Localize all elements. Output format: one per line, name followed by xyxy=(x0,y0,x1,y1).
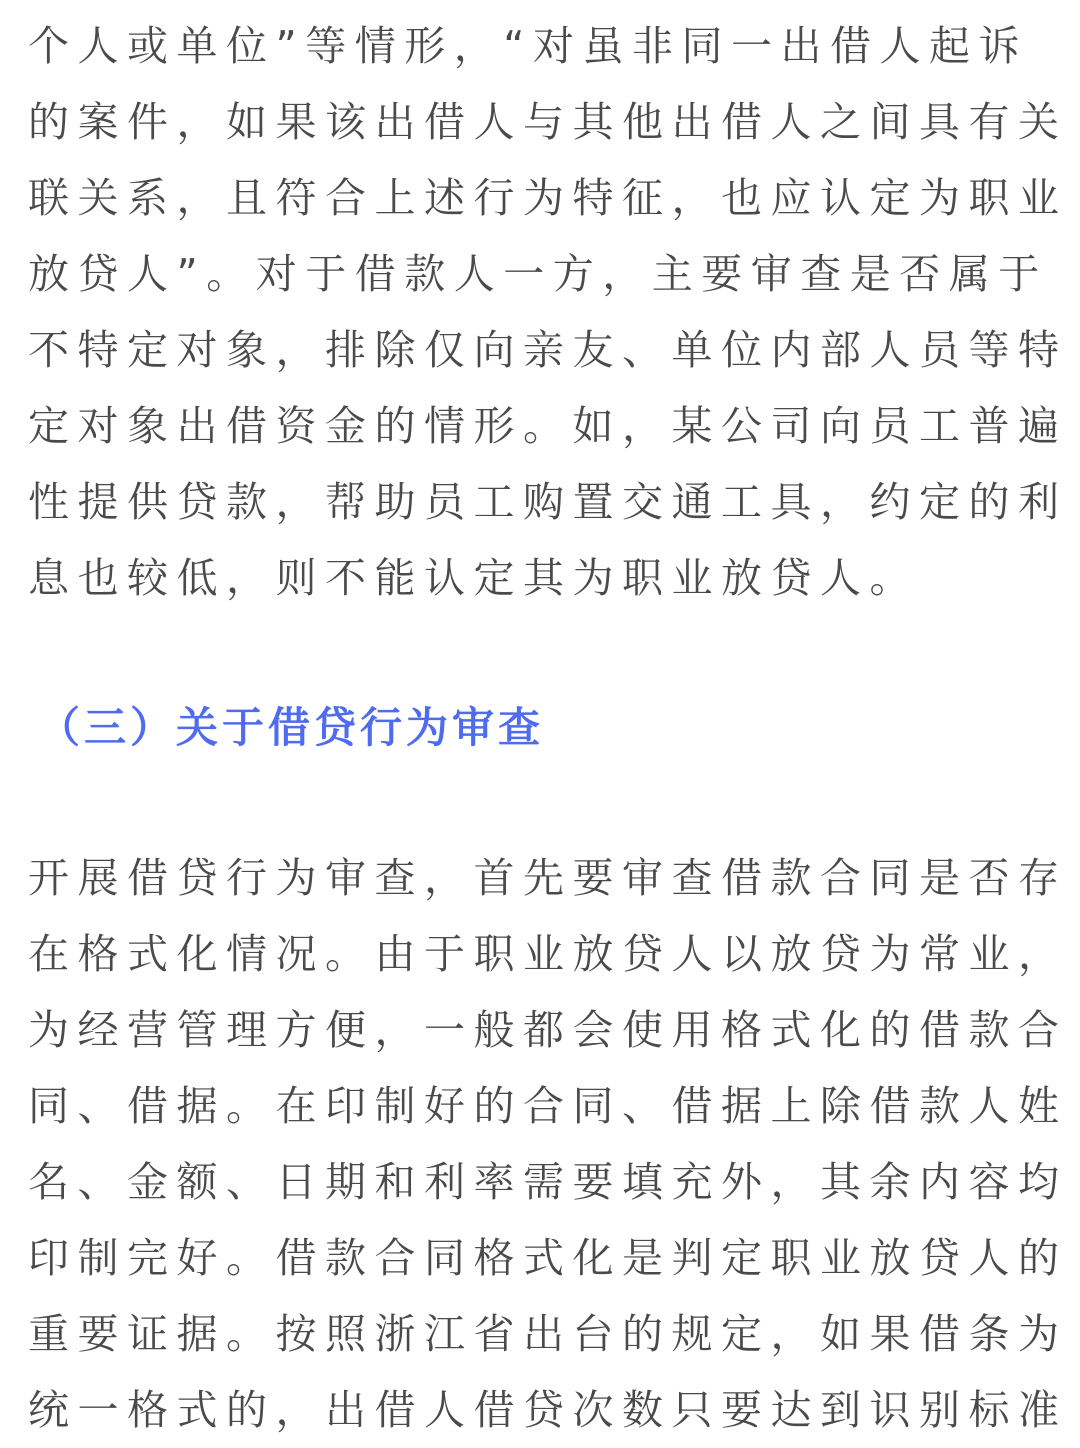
paragraph-line: 同、借据。在印制好的合同、借据上除借款人姓 xyxy=(28,1082,1068,1130)
section-heading: （三）关于借贷行为审查 xyxy=(38,703,545,752)
paragraph-line: 印制完好。借款合同格式化是判定职业放贷人的 xyxy=(28,1234,1068,1282)
paragraph-line: 不特定对象，排除仅向亲友、单位内部人员等特 xyxy=(28,326,1068,374)
paragraph-1 xyxy=(28,8,1068,616)
paragraph-line: 名、金额、日期和利率需要填充外，其余内容均 xyxy=(28,1158,1068,1206)
paragraph-line: 性提供贷款，帮助员工购置交通工具，约定的利 xyxy=(28,478,1068,526)
paragraph-line: 个人或单位”等情形，“对虽非同一出借人起诉 xyxy=(28,22,1028,70)
paragraph-line: 为经营管理方便，一般都会使用格式化的借款合 xyxy=(28,1006,1068,1054)
paragraph-line: 联关系，且符合上述行为特征，也应认定为职业 xyxy=(28,174,1068,222)
paragraph-2 xyxy=(28,840,1068,1448)
paragraph-line: 重要证据。按照浙江省出台的规定，如果借条为 xyxy=(28,1310,1068,1358)
paragraph-line: 息也较低，则不能认定其为职业放贷人。 xyxy=(28,554,919,602)
paragraph-line: 放贷人”。对于借款人一方，主要审查是否属于 xyxy=(28,250,1048,298)
paragraph-line: 定对象出借资金的情形。如，某公司向员工普遍 xyxy=(28,402,1068,450)
paragraph-line: 在格式化情况。由于职业放贷人以放贷为常业， xyxy=(28,930,1068,978)
paragraph-line: 的案件，如果该出借人与其他出借人之间具有关 xyxy=(28,98,1068,146)
paragraph-line: 统一格式的，出借人借贷次数只要达到识别标准 xyxy=(28,1386,1068,1434)
paragraph-line: 开展借贷行为审查，首先要审查借款合同是否存 xyxy=(28,854,1068,902)
